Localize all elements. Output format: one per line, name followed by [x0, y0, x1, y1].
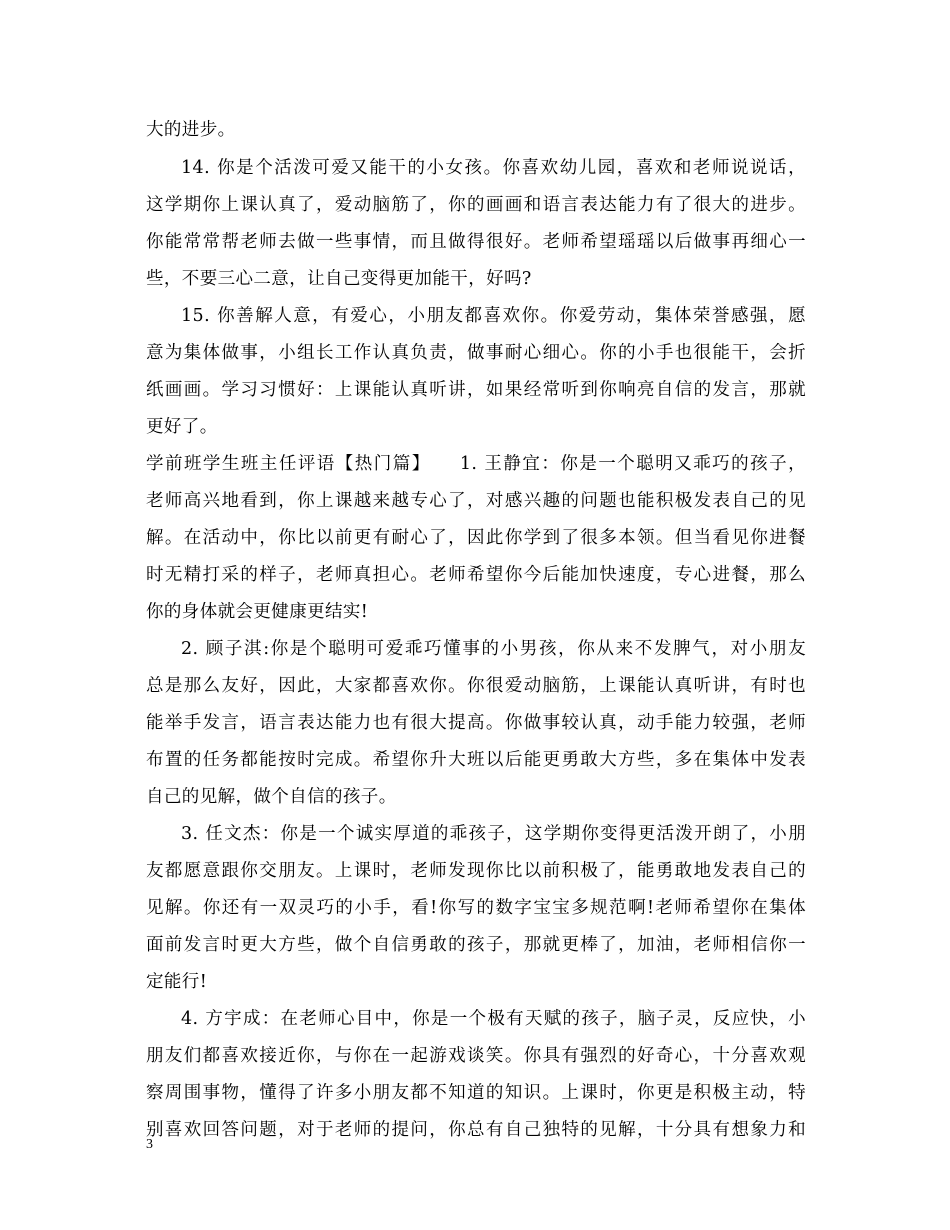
paragraph-line: 意为集体做事，小组长工作认真负责，做事耐心细心。你的小手也很能干，会折	[146, 343, 806, 363]
page-number: 3	[146, 1137, 153, 1152]
paragraph-line: 友都愿意跟你交朋友。上课时，老师发现你比以前积极了，能勇敢地发表自己的	[146, 861, 806, 881]
paragraph-line: 见解。你还有一双灵巧的小手，看!你写的数字宝宝多规范啊!老师希望你在集体	[146, 898, 806, 918]
paragraph-line: 面前发言时更大方些，做个自信勇敢的孩子，那就更棒了，加油，老师相信你一	[146, 935, 806, 955]
paragraph-line: 些，不要三心二意，让自己变得更加能干，好吗?	[146, 269, 532, 289]
paragraph-line: 4. 方宇成：在老师心目中，你是一个极有天赋的孩子，脑子灵，反应快，小	[181, 1009, 806, 1029]
paragraph-line: 3. 任文杰：你是一个诚实厚道的乖孩子，这学期你变得更活泼开朗了，小朋	[181, 824, 806, 844]
paragraph-line: 朋友们都喜欢接近你，与你在一起游戏谈笑。你具有强烈的好奇心，十分喜欢观	[146, 1046, 806, 1066]
paragraph-line: 老师高兴地看到，你上课越来越专心了，对感兴趣的问题也能积极发表自己的见	[146, 491, 806, 511]
paragraph-line: 更好了。	[146, 417, 218, 437]
paragraph-line: 定能行!	[146, 972, 208, 992]
paragraph-line: 能举手发言，语言表达能力也有很大提高。你做事较认真，动手能力较强，老师	[146, 713, 806, 733]
paragraph-line: 大的进步。	[146, 120, 236, 140]
paragraph-line: 15. 你善解人意，有爱心，小朋友都喜欢你。你爱劳动，集体荣誉感强，愿	[181, 306, 806, 326]
paragraph-line: 别喜欢回答问题，对于老师的提问，你总有自己独特的见解，十分具有想象力和	[146, 1120, 806, 1140]
paragraph-line: 时无精打采的样子，老师真担心。老师希望你今后能加快速度，专心进餐，那么	[146, 565, 806, 585]
paragraph-line: 总是那么友好，因此，大家都喜欢你。你很爱动脑筋，上课能认真听讲，有时也	[146, 676, 806, 696]
paragraph-line: 解。在活动中，你比以前更有耐心了，因此你学到了很多本领。但当看见你进餐	[146, 528, 806, 548]
paragraph-line: 察周围事物，懂得了许多小朋友都不知道的知识。上课时，你更是积极主动，特	[146, 1083, 806, 1103]
paragraph-line: 纸画画。学习习惯好：上课能认真听讲，如果经常听到你响亮自信的发言，那就	[146, 380, 806, 400]
paragraph-line: 布置的任务都能按时完成。希望你升大班以后能更勇敢大方些，多在集体中发表	[146, 750, 806, 770]
paragraph-line: 2. 顾子淇:你是个聪明可爱乖巧懂事的小男孩，你从来不发脾气，对小朋友	[181, 639, 806, 659]
section-heading-line: 学前班学生班主任评语【热门篇】 1. 王静宜：你是一个聪明又乖巧的孩子，	[146, 454, 806, 474]
paragraph-line: 自己的见解，做个自信的孩子。	[146, 787, 397, 807]
paragraph-line: 你能常常帮老师去做一些事情，而且做得很好。老师希望瑶瑶以后做事再细心一	[146, 232, 806, 252]
paragraph-line: 14. 你是个活泼可爱又能干的小女孩。你喜欢幼儿园，喜欢和老师说说话，	[181, 158, 806, 178]
paragraph-line: 你的身体就会更健康更结实!	[146, 602, 369, 622]
paragraph-line: 这学期你上课认真了，爱动脑筋了，你的画画和语言表达能力有了很大的进步。	[146, 195, 806, 215]
